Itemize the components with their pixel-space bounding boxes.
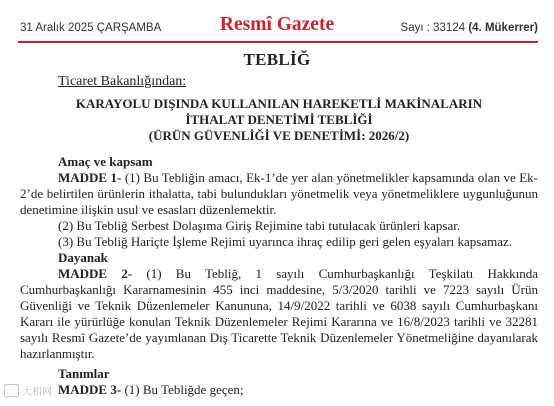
- issue-number: [401, 22, 538, 34]
- article-1-paragraph-2: (2) Bu Tebliğ Serbest Dolaşıma Giriş Rejimine tabi tutulacak ürünleri kapsar.: [58, 218, 461, 233]
- gazette-header: [0, 0, 554, 44]
- article-3-label: MADDE 3-: [58, 382, 122, 397]
- heading-tanimlar: Tanımlar: [58, 366, 110, 381]
- heading-dayanak: Dayanak: [58, 250, 108, 265]
- issue-number-suffix: (4. Mükerrer): [468, 22, 538, 34]
- article-3-paragraph-1: [20, 382, 538, 398]
- issuing-ministry: Ticaret Bakanlığından:: [58, 74, 187, 89]
- issue-date: 31 Aralık 2025 ÇARŞAMBA: [20, 22, 162, 34]
- article-2-paragraph-1: [20, 266, 538, 362]
- header-divider: [18, 41, 538, 43]
- watermark-text: 大相网: [22, 387, 52, 398]
- gazette-title: Resmî Gazete: [219, 14, 335, 35]
- article-1-paragraph-1: [20, 170, 538, 218]
- section-title: TEBLİĞ: [243, 50, 311, 69]
- law-title-line-1: KARAYOLU DIŞINDA KULLANILAN HAREKETLİ MAKİNALARIN: [75, 96, 483, 111]
- heading-amac: Amaç ve kapsam: [58, 154, 153, 169]
- article-1-label: MADDE 1-: [58, 170, 122, 185]
- document-body: [20, 72, 538, 398]
- site-watermark: [4, 383, 52, 398]
- law-title-line-3: (ÜRÜN GÜVENLİĞİ VE DENETİMİ: 2026/2): [148, 128, 410, 143]
- article-2-text: (1) Bu Tebliğ, 1 sayılı Cumhurbaşkanlığı Teşkilatı Hakkında Cumhurbaşkanlığı Kararnamesinin 455 inci maddesine, 5/3/2020 tarihli ve 7223 sayılı Ürün Güvenliği ve Teknik Düzenlemeler Kanununa, 14/9/2022 tarihli ve 6038 sayılı Cumhurbaşkanı Kararı ile yürürlüğe konulan Teknik Düzenlemeler Rejimi Kararına ve 16/8/2023 tarihli ve 32281 sayılı Resmî Gazete’de yayımlanan Dış Ticarette Teknik Düzenlemeler Yönetmeliğine dayanılarak hazırlanmıştır.: [20, 266, 538, 361]
- article-2-label: MADDE 2-: [58, 266, 133, 281]
- article-3-text: (1) Bu Tebliğde geçen;: [121, 382, 244, 397]
- law-title-line-2: İTHALAT DENETİMİ TEBLİĞİ: [185, 112, 373, 127]
- watermark-icon: [4, 384, 19, 397]
- article-1-text: (1) Bu Tebliğin amacı, Ek-1’de yer alan yönetmelikler kapsamında olan ve Ek-2’de belirtilen ürünlerin ithalatta, tabi bulundukları yönetmelik veya yönetmeliklere uygunluğunun denetimine ilişkin usul ve esasları düzenlemektir.: [20, 170, 538, 217]
- issue-number-label: Sayı : 33124: [400, 22, 466, 34]
- article-1-paragraph-3: (3) Bu Tebliğ Hariçte İşleme Rejimi uyarınca ihraç edilip geri gelen eşyaları kapsamaz.: [58, 234, 513, 249]
